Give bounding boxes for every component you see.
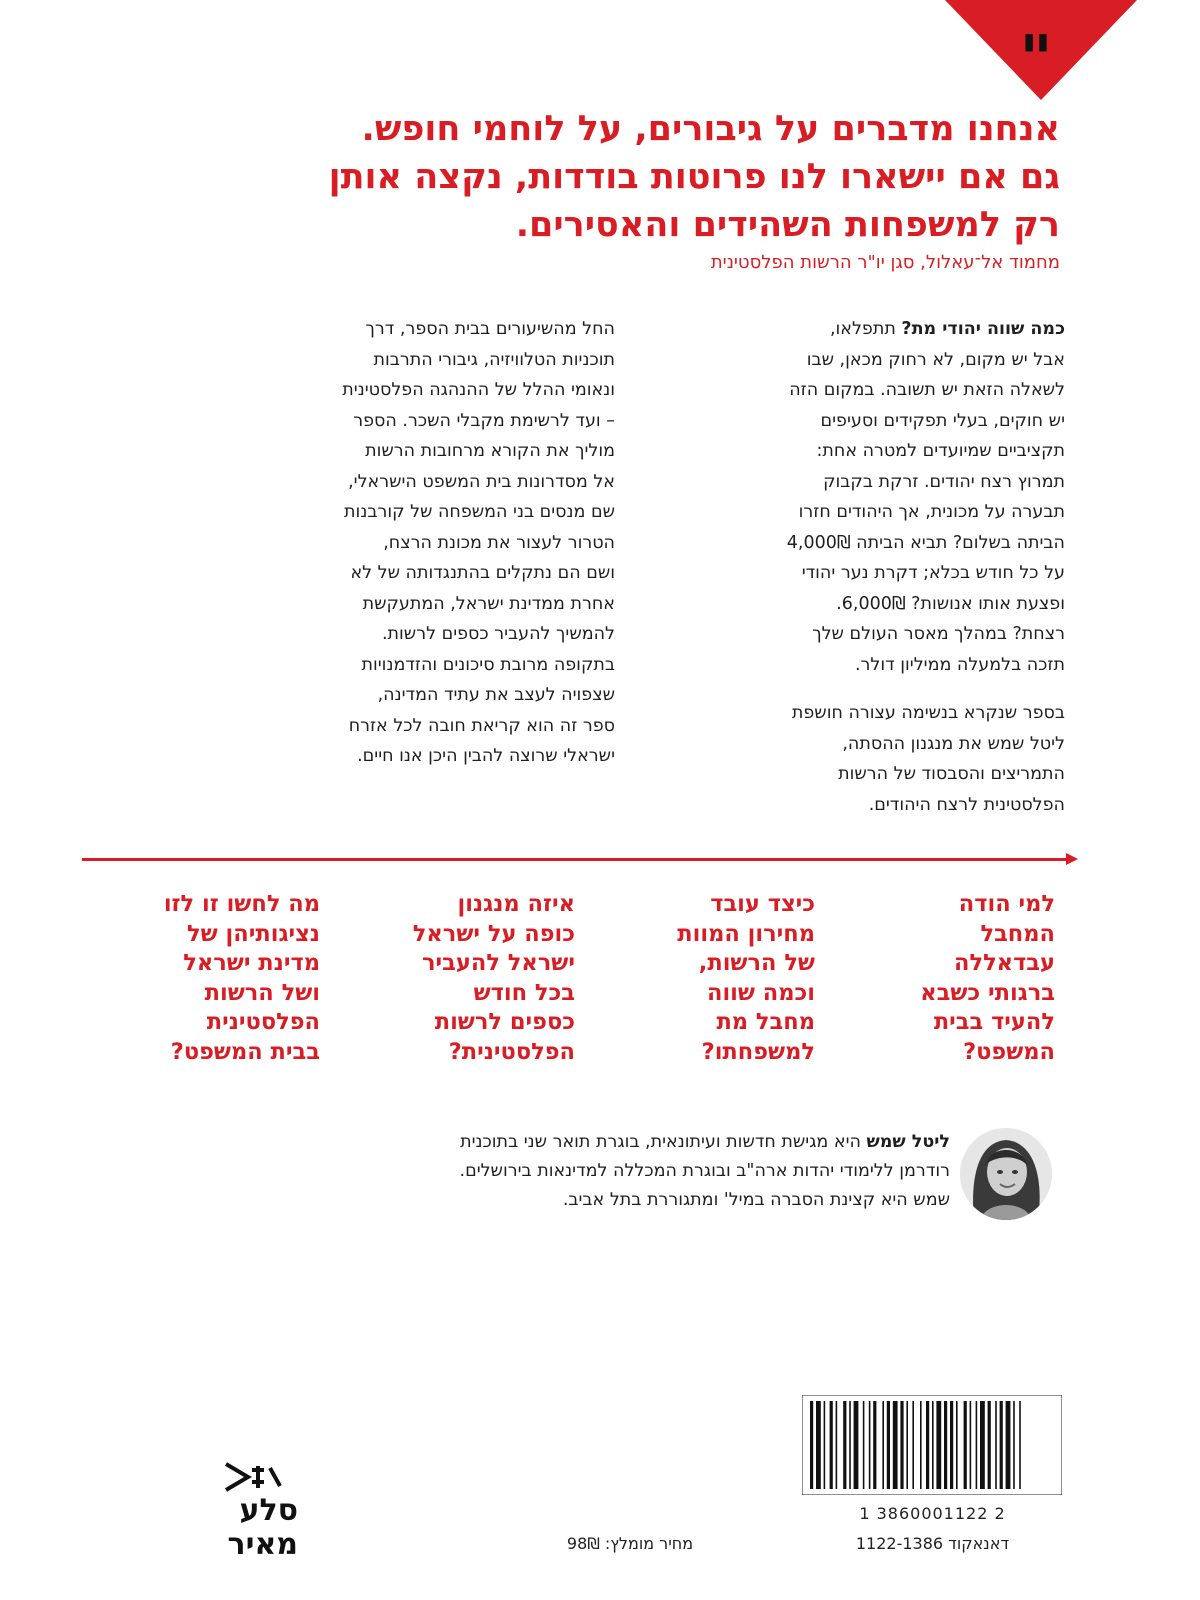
question-line: מדינת ישראל — [183, 950, 320, 976]
body-line: אחרת ממדינת ישראל, המתעקשת — [362, 593, 615, 614]
body-line: תוכניות הטלוויזיה, גיבורי התרבות — [373, 349, 615, 370]
barcode-bar — [816, 1401, 821, 1489]
author-photo — [960, 1128, 1052, 1220]
barcode-bar — [976, 1401, 978, 1489]
barcode-bar — [810, 1401, 813, 1489]
headline-line: גם אם יישארו לנו פרוטות בודדות, נקצה אותן — [328, 157, 1060, 197]
body-line: החל מהשיעורים בבית הספר, דרך — [365, 319, 615, 339]
body-line: ופצעת אותו אנושות? 6,000₪. — [836, 593, 1065, 614]
body-line: תבערה על מכונית, אך היהודים חזרו — [798, 502, 1065, 522]
body-line: ספר זה הוא קריאת חובה לכל אזרח — [348, 715, 615, 736]
distribution-code: דאנאקוד 1122-1386 — [855, 1534, 1010, 1553]
barcode-bar — [1013, 1401, 1015, 1489]
publisher-logo-icon — [218, 1460, 288, 1494]
bio-line — [220, 1128, 950, 1157]
body-column-right — [700, 314, 1065, 820]
barcode-bar — [932, 1401, 934, 1489]
lead-question: כמה שווה יהודי מת? — [901, 319, 1065, 339]
recommended-price: מחיר מומלץ: 98₪ — [566, 1534, 694, 1553]
barcode-bar — [854, 1401, 859, 1489]
body-line: תזכה בלמעלה ממיליון דולר. — [854, 654, 1065, 675]
barcode-bar — [936, 1401, 941, 1489]
body-line: ישראלי שרוצה להבין היכן אנו חיים. — [357, 746, 615, 766]
question-line: מחבל מת — [716, 1009, 815, 1035]
question-line: בבית המשפט? — [170, 1038, 320, 1065]
barcode-number: 1 3860001122 2 — [859, 1504, 1006, 1523]
barcode-bar — [1019, 1401, 1021, 1489]
question-line: כופה על ישראל — [412, 920, 575, 947]
barcode-bar — [995, 1401, 997, 1489]
bio-text: היא מגישת חדשות ועיתונאית, בוגרת תואר שני בתוכנית — [460, 1132, 867, 1152]
barcode-bar — [893, 1401, 898, 1489]
publisher-line: סלע — [239, 1493, 298, 1528]
question-line: הפלסטינית — [206, 1009, 320, 1035]
body-line: אבל יש מקום, לא רחוק מכאן, שבו — [806, 349, 1065, 370]
barcode-bar — [1006, 1401, 1011, 1489]
body-line: בתקופה מרובת סיכונים והזדמנויות — [361, 654, 615, 675]
barcode-bar — [1000, 1401, 1003, 1489]
question-line: של הרשות, — [698, 950, 815, 976]
question-block — [375, 890, 575, 1067]
question-line: מה לחשו זו לזו — [163, 891, 320, 917]
body-line: התמריצים והסבסוד של הרשות — [838, 764, 1065, 784]
barcode-bar — [836, 1401, 838, 1489]
question-line: נציגותיהן של — [187, 920, 320, 947]
body-line — [700, 314, 1065, 345]
barcode — [802, 1395, 1062, 1495]
body-line: שצפויה לעצב את עתיד המדינה, — [377, 685, 615, 705]
bio-line: שמש היא קצינת הסברה במיל' ומתגוררת בתל אביב. — [562, 1190, 950, 1210]
question-line: למי הודה — [958, 891, 1055, 917]
headline-quote — [230, 105, 1060, 249]
lead-rest: תתפלאו, — [829, 319, 902, 339]
author-portrait-icon — [960, 1128, 1052, 1220]
barcode-bar — [824, 1401, 826, 1489]
barcode-bar — [980, 1401, 985, 1489]
section-divider — [82, 858, 1072, 861]
body-line: הטרור לעצור את מכונת הרצח, — [383, 532, 615, 553]
body-line: ושם הם נתקלים בהתנגדותה של לא — [350, 563, 615, 583]
body-line: מוליך את הקורא מרחובות הרשות — [365, 441, 615, 461]
body-line: ונאומי ההלל של ההנהגה הפלסטינית — [342, 380, 615, 400]
barcode-bar — [944, 1401, 947, 1489]
body-column-left — [240, 314, 615, 772]
body-line: על כל חודש בכלא; דקרת נער יהודי — [801, 563, 1065, 583]
barcode-bar — [843, 1401, 846, 1489]
barcode-bar — [988, 1401, 991, 1489]
body-line: לשאלה הזאת יש תשובה. במקום הזה — [789, 380, 1065, 400]
author-name: ליטל שמש — [866, 1132, 950, 1152]
body-line: להמשיך להעביר כספים לרשות. — [381, 624, 615, 644]
barcode-bar — [849, 1401, 851, 1489]
headline-line: רק למשפחות השהידים והאסירים. — [515, 205, 1060, 245]
question-line: עבדאללה — [954, 950, 1055, 976]
body-line: שם מנסים בני המשפחה של קורבנות — [344, 502, 615, 522]
barcode-bar — [964, 1401, 967, 1489]
question-line: להעיד בבית — [933, 1009, 1055, 1035]
body-line: ליטל שמש את מנגנון ההסתה, — [842, 733, 1065, 754]
barcode-bar — [887, 1401, 890, 1489]
question-line: המשפט? — [963, 1038, 1055, 1065]
barcode-bar — [912, 1401, 914, 1489]
barcode-bar — [906, 1401, 908, 1489]
barcode-bar — [926, 1401, 929, 1489]
body-line: הביתה בשלום? תביא הביתה 4,000₪ — [786, 532, 1065, 553]
barcode-bar — [863, 1401, 865, 1489]
barcode-bar — [830, 1401, 833, 1489]
body-line: הפלסטינית לרצח היהודים. — [868, 794, 1065, 815]
question-line: ישראל להעביר — [421, 950, 575, 976]
bio-line: רודרמן ללימודי יהדות ארה"ב ובוגרת המכללה למדינאות בירושלים. — [459, 1161, 950, 1181]
barcode-bar — [900, 1401, 903, 1489]
barcode-bar — [956, 1401, 958, 1489]
barcode-bar — [920, 1401, 922, 1489]
body-line: – ועד לרשימת מקבלי השכר. הספר — [353, 410, 615, 431]
question-block — [615, 890, 815, 1067]
quote-attribution: מחמוד אל־עאלול, סגן יו"ר הרשות הפלסטינית — [710, 252, 1060, 273]
divider-arrow-icon — [1066, 853, 1078, 865]
question-line: כיצד עובד — [710, 891, 815, 917]
question-line: וכמה שווה — [706, 979, 815, 1006]
question-block — [120, 890, 320, 1067]
author-bio — [220, 1128, 950, 1215]
body-line: רצחת? במהלך מאסר העולם שלך — [812, 624, 1065, 644]
body-line: תמרוץ רצח יהודים. זרקת בקבוק — [823, 471, 1065, 492]
barcode-bar — [882, 1401, 884, 1489]
barcode-bar — [970, 1401, 972, 1489]
question-block — [855, 890, 1055, 1067]
question-line: ושל הרשות — [204, 979, 320, 1006]
barcode-bar — [950, 1401, 953, 1489]
barcode-bar — [873, 1401, 876, 1489]
question-line: הפלסטינית? — [448, 1038, 575, 1065]
question-line: ברגותי כשבא — [920, 979, 1055, 1006]
question-line: בכל חודש — [473, 979, 575, 1006]
publisher-name — [218, 1494, 298, 1562]
question-line: כספים לרשות — [434, 1009, 575, 1035]
quote-mark-icon: " — [1019, 23, 1053, 97]
body-line: תקציביים שמיועדים למטרה אחת: — [816, 441, 1065, 461]
body-line: אל מסדרונות בית המשפט הישראלי, — [348, 471, 615, 492]
body-line: יש חוקים, בעלי תפקידים וסעיפים — [820, 410, 1065, 431]
question-line: המחבל — [980, 920, 1055, 947]
question-line: איזה מנגנון — [457, 891, 575, 917]
publisher-line: מאיר — [227, 1527, 298, 1562]
question-line: מחירון המוות — [677, 920, 815, 947]
body-line: בספר שנקרא בנשימה עצורה חושפת — [791, 703, 1065, 723]
headline-line: אנחנו מדברים על גיבורים, על לוחמי חופש. — [361, 109, 1060, 149]
barcode-bar — [869, 1401, 871, 1489]
paragraph-gap — [700, 680, 1065, 698]
question-line: למשפחתו? — [701, 1038, 815, 1065]
